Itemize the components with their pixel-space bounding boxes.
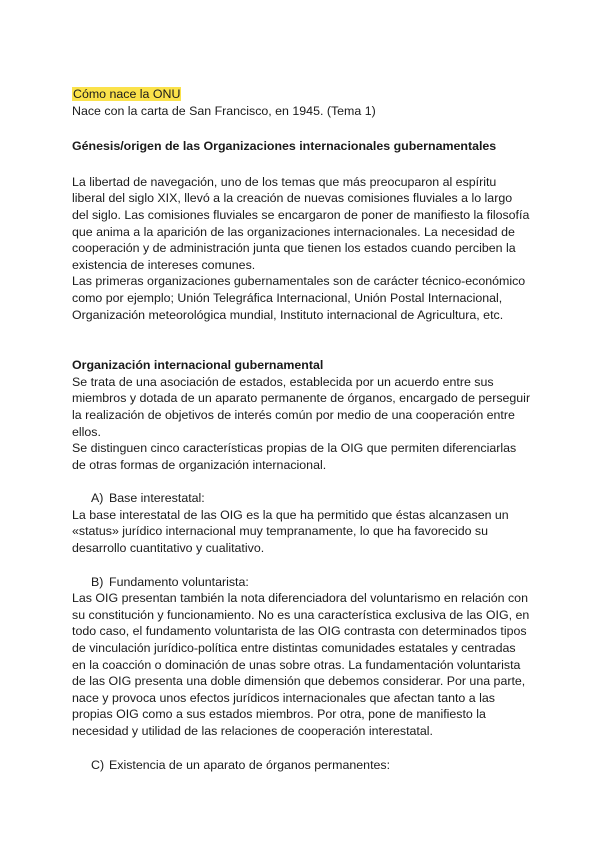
section-heading-oig: Organización internacional gubernamental	[72, 358, 324, 373]
paragraph-genesis-2: Las primeras organizaciones gubernamentales son de carácter técnico-económico como por ejemplo; Unión Telegráfica Internacional, Unión Postal Internacional, Organización meteorológica mundial, Instituto internacional de Agricultura, etc.	[72, 274, 526, 322]
paragraph-genesis-1: La libertad de navegación, uno de los temas que más preocuparon al espíritu liberal del siglo XIX, llevó a la creación de nuevas comisiones fluviales a lo largo del siglo. Las comisiones fluviales se encargaron de poner de manifiesto la filosofía que anima a la aparición de las organizaciones internacionales. La necesidad de cooperación y de administración junta que tienen los estados cuando perciben la existencia de intereses comunes.	[72, 174, 530, 272]
document-page	[72, 86, 532, 773]
list-letter: C)	[91, 757, 105, 772]
paragraph-oig-1: Se trata de una asociación de estados, establecida por un acuerdo entre sus miembros y dotada de un aparato permanente de órganos, encargado de perseguir la realización de objetivos de interés común por medio de una cooperación entre ellos.	[72, 374, 531, 439]
list-item-b-text: Las OIG presentan también la nota diferenciadora del voluntarismo en relación con su constitución y funcionamiento. No es una característica exclusiva de las OIG, en todo caso, el fundamento voluntarista de las OIG contrasta con determinados tipos de vinculación jurídico-política entre distintas comunidades estatales y centradas en la coacción o dominación de unas sobre otras. La fundamentación voluntarista de las OIG presenta una doble dimensión que debemos considerar. Por una parte, nace y provoca unos efectos jurídicos internacionales que afectan tanto a las propias OIG como a sus estados miembros. Por otra, pone de manifiesto la necesidad y utilidad de las relaciones de cooperación interestatal.	[72, 591, 530, 738]
list-label-text: Fundamento voluntarista:	[109, 574, 249, 589]
section-heading-genesis: Génesis/origen de las Organizaciones internacionales gubernamentales	[72, 139, 497, 154]
list-item-a-label	[72, 490, 532, 507]
list-item-c-label	[72, 757, 532, 774]
document-title	[72, 86, 532, 103]
document-subtitle: Nace con la carta de San Francisco, en 1945. (Tema 1)	[72, 103, 376, 118]
list-letter: B)	[91, 574, 104, 589]
list-item-a-text: La base interestatal de las OIG es la que ha permitido que éstas alcanzasen un «status» jurídico internacional muy tempranamente, lo que ha favorecido su desarrollo cuantitativo y cualitativo.	[72, 507, 509, 556]
list-label-text: Base interestatal:	[109, 491, 205, 506]
list-item-b-label	[72, 574, 532, 591]
list-letter: A)	[91, 491, 104, 506]
list-label-text: Existencia de un aparato de órganos permanentes:	[109, 757, 391, 772]
title-highlight: Cómo nace la ONU	[73, 87, 181, 101]
paragraph-oig-2: Se distinguen cinco características propias de la OIG que permiten diferenciarlas de otras formas de organización internacional.	[72, 441, 517, 472]
